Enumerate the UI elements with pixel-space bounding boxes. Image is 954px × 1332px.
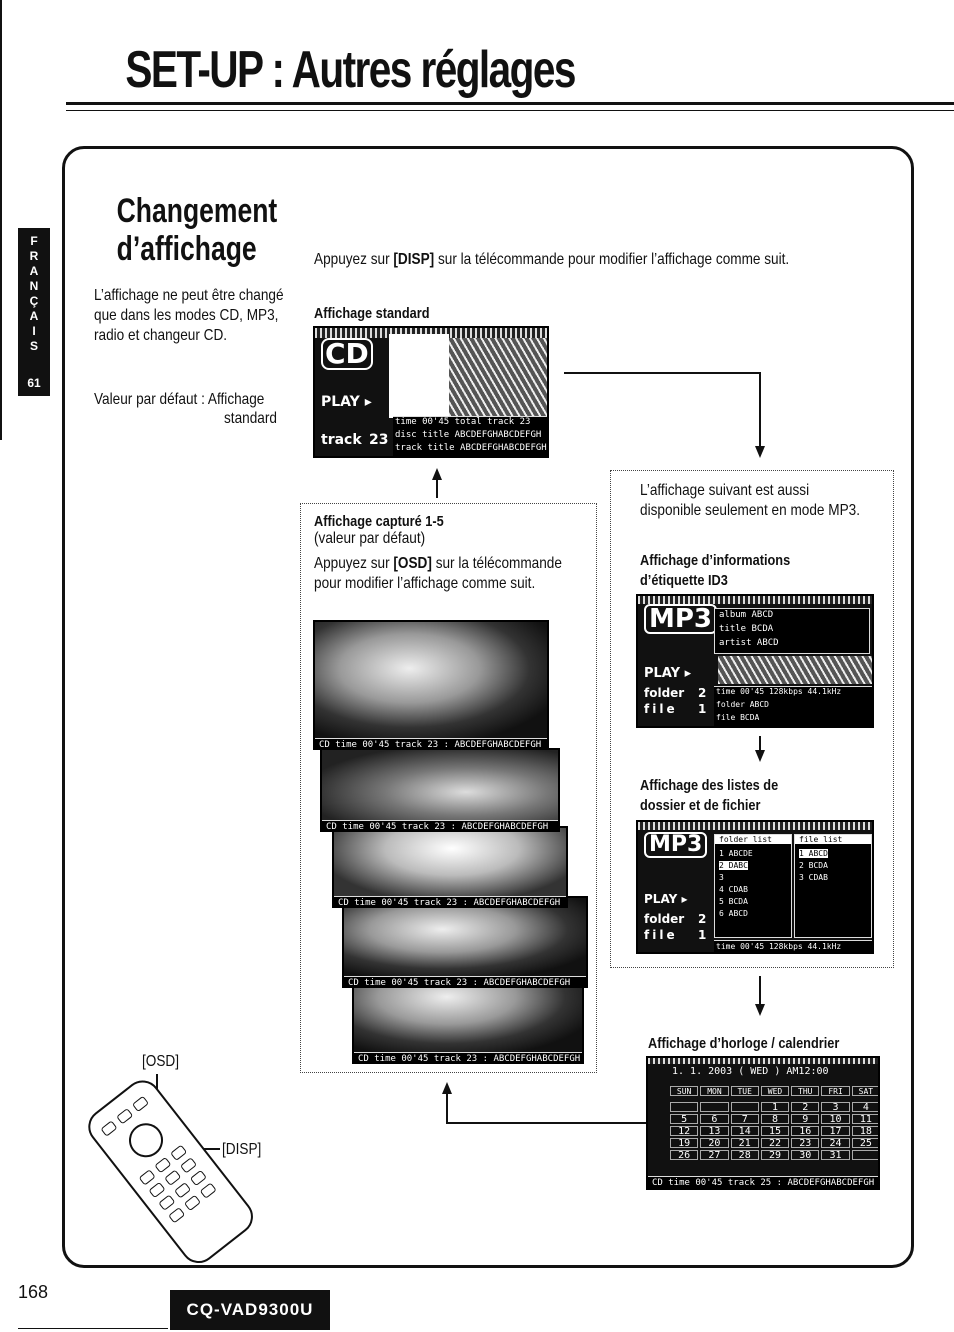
calendar-weekday-row: [670, 1086, 880, 1096]
calendar-day: 17: [821, 1126, 849, 1136]
side-tab-letter: R: [29, 249, 39, 263]
intro-suffix: sur la télécommande pour modifier l’affichage comme suit.: [434, 251, 790, 268]
list-display-screen: [636, 820, 874, 954]
calendar-day: 20: [700, 1138, 728, 1148]
arrow-down-icon: [755, 1004, 765, 1016]
album-line: album ABCD: [719, 610, 774, 620]
calendar-day: 19: [670, 1138, 698, 1148]
osd-suffix: sur la télécommande pour modifier l’affichage comme suit.: [314, 555, 562, 592]
mp3-mode-badge: MP3: [644, 832, 707, 858]
folder-label: folder: [644, 686, 685, 700]
folder-name-line: folder ABCD: [716, 700, 769, 709]
info-line-track: track title ABCDEFGHABCDEFGH: [395, 443, 547, 453]
file-label: file: [644, 928, 678, 942]
folder-list-title: folder list: [715, 835, 791, 844]
calendar-weekday: TUE: [731, 1086, 759, 1096]
calendar-day: 12: [670, 1126, 698, 1136]
calendar-day: 13: [700, 1126, 728, 1136]
section-heading-line1: Changement: [116, 192, 278, 230]
connector-line: [446, 1094, 448, 1124]
file-number: 1: [698, 702, 707, 716]
play-status: PLAY ▸: [321, 394, 372, 410]
calendar-weekday: SUN: [670, 1086, 698, 1096]
title-rule-thin: [66, 110, 954, 111]
folder-list-item[interactable]: 5 BCDA: [719, 897, 748, 906]
arrow-up-icon: [432, 468, 442, 480]
mp3-time-line: time 00'45 128kbps 44.1kHz: [716, 687, 842, 696]
id3-label-line1: Affichage d’informations: [640, 552, 791, 569]
folder-number: 2: [698, 912, 707, 926]
section-heading: [117, 192, 278, 268]
calendar-weekday: WED: [761, 1086, 789, 1096]
file-list-item[interactable]: 1 ABCD: [799, 849, 828, 858]
folder-number: 2: [698, 686, 707, 700]
osd-key: [OSD]: [393, 555, 432, 572]
standard-display-screen: [313, 326, 549, 458]
language-side-tab: [18, 228, 50, 396]
folder-list-item[interactable]: 2 DABC: [719, 861, 748, 870]
captured-bar-text: CD time 00'45 track 23 : ABCDEFGHABCDEFGH: [358, 1054, 581, 1064]
calendar-day: 8: [761, 1114, 789, 1124]
default-value: standard: [224, 410, 277, 427]
arrow-down-icon: [755, 446, 765, 458]
calendar-day: 21: [731, 1138, 759, 1148]
file-label: file: [644, 702, 678, 716]
clock-display-screen: [646, 1056, 880, 1190]
calendar-day: 28: [731, 1150, 759, 1160]
captured-bar-text: CD time 00'45 track 23 : ABCDEFGHABCDEFGH: [348, 978, 571, 988]
file-list-item[interactable]: 3 CDAB: [799, 873, 828, 882]
file-name-line: file BCDA: [716, 713, 760, 722]
title-line: title BCDA: [719, 624, 774, 634]
arrow-shaft: [759, 976, 761, 1004]
captured-display-text: [314, 554, 578, 594]
calendar-day: [852, 1150, 880, 1160]
arrow-shaft: [759, 736, 761, 750]
calendar-day: 26: [670, 1150, 698, 1160]
page-number: 168: [18, 1282, 49, 1302]
calendar-day: 14: [731, 1126, 759, 1136]
section-heading-line2: d’affichage: [116, 230, 257, 268]
calendar-day: 10: [821, 1114, 849, 1124]
page-title: SET-UP : Autres réglages: [125, 41, 575, 99]
calendar-day: 4: [852, 1102, 880, 1112]
calendar-day-grid: [670, 1102, 880, 1160]
captured-bar-text: CD time 00'45 track 23 : ABCDEFGHABCDEFGH: [319, 740, 542, 750]
calendar-weekday: THU: [791, 1086, 819, 1096]
calendar-weekday: FRI: [821, 1086, 849, 1096]
folder-list-item[interactable]: 1 ABCDE: [719, 849, 753, 858]
joystick-icon: [122, 1116, 170, 1164]
side-tab-letter: F: [30, 234, 38, 248]
calendar-day: 18: [852, 1126, 880, 1136]
clock-bar-text: CD time 00'45 track 25 : ABCDEFGHABCDEFGH: [652, 1178, 875, 1188]
file-list-title: file list: [795, 835, 871, 844]
calendar-day: 23: [791, 1138, 819, 1148]
captured-screen-4: [342, 896, 588, 988]
list-label-line2: dossier et de fichier: [640, 797, 761, 814]
disp-key: [DISP]: [393, 251, 435, 268]
calendar-day: 29: [761, 1150, 789, 1160]
calendar-day: 30: [791, 1150, 819, 1160]
side-tab-letter: N: [29, 279, 39, 293]
side-tab-letter: A: [29, 264, 39, 278]
folder-list-item[interactable]: 4 CDAB: [719, 885, 748, 894]
side-tab-number: 61: [27, 376, 41, 390]
mp3-play-status: PLAY ▸: [644, 666, 692, 681]
disp-callout: [DISP]: [222, 1141, 262, 1158]
captured-bar-text: CD time 00'45 track 23 : ABCDEFGHABCDEFGH: [326, 822, 549, 832]
arrow-shaft: [436, 478, 438, 498]
connector-line: [446, 1122, 646, 1124]
title-rule: [66, 102, 954, 105]
captured-bar-text: CD time 00'45 track 23 : ABCDEFGHABCDEFGH: [338, 898, 561, 908]
captured-display-sublabel: (valeur par défaut): [314, 530, 426, 547]
mp3-mode-badge: MP3: [644, 604, 717, 634]
artist-line: artist ABCD: [719, 638, 779, 648]
id3-label-line2: d’étiquette ID3: [640, 572, 728, 589]
calendar-day: 22: [761, 1138, 789, 1148]
calendar-day: 15: [761, 1126, 789, 1136]
mode-badge: CD: [321, 338, 373, 370]
captured-screen-1: [313, 620, 549, 750]
file-list-panel: [794, 834, 872, 938]
side-tab-letter: I: [32, 324, 36, 338]
calendar-day: 6: [700, 1114, 728, 1124]
side-tab-letter: A: [29, 309, 39, 323]
info-line-time: time 00'45 total track 23: [395, 417, 531, 427]
calendar-day: 2: [791, 1102, 819, 1112]
file-list-item[interactable]: 2 BCDA: [799, 861, 828, 870]
info-line-disc: disc title ABCDEFGHABCDEFGH: [395, 430, 542, 440]
folder-list-item[interactable]: 6 ABCD: [719, 909, 748, 918]
captured-screen-2: [320, 748, 560, 832]
footer-rule: [18, 1328, 168, 1329]
file-number: 1: [698, 928, 707, 942]
captured-screen-3: [332, 826, 568, 908]
intro-prefix: Appuyez sur: [314, 251, 394, 268]
calendar-weekday: SAT: [852, 1086, 880, 1096]
folder-list-item[interactable]: 3: [719, 873, 724, 882]
arrow-up-icon: [442, 1082, 452, 1094]
osd-callout: [OSD]: [142, 1053, 180, 1070]
side-tab-letter: Ç: [29, 294, 39, 308]
mode-restriction-text: L’affichage ne peut être changé que dans les modes CD, MP3, radio et changeur CD.: [94, 287, 284, 344]
calendar-weekday: MON: [700, 1086, 728, 1096]
calendar-day: 3: [821, 1102, 849, 1112]
intro-text: [314, 250, 833, 270]
model-badge: CQ-VAD9300U: [170, 1290, 330, 1330]
arrow-down-icon: [755, 750, 765, 762]
calendar-day: [731, 1102, 759, 1112]
mp3-play-status: PLAY ▸: [644, 892, 688, 906]
folder-list-panel: [714, 834, 792, 938]
standard-display-label: Affichage standard: [314, 305, 430, 322]
connector-line: [564, 372, 760, 374]
calendar-day: 9: [791, 1114, 819, 1124]
calendar-day: 25: [852, 1138, 880, 1148]
side-tab-letter: S: [29, 339, 38, 353]
page-edge-rule: [0, 0, 2, 440]
id3-tag-box: [714, 608, 870, 654]
track-number: 23: [369, 432, 389, 448]
mp3-time-line: time 00'45 128kbps 44.1kHz: [716, 942, 842, 951]
track-label: track: [321, 432, 362, 448]
calendar-day: 31: [821, 1150, 849, 1160]
calendar-day: 7: [731, 1114, 759, 1124]
mp3-note: L’affichage suivant est aussi disponible seulement en mode MP3.: [640, 482, 861, 519]
calendar-day: 24: [821, 1138, 849, 1148]
clock-display-label: Affichage d’horloge / calendrier: [648, 1035, 840, 1052]
calendar-day: 16: [791, 1126, 819, 1136]
clock-date-line: 1. 1. 2003 ( WED ) AM12:00: [672, 1066, 829, 1077]
calendar-day: [700, 1102, 728, 1112]
calendar-day: 1: [761, 1102, 789, 1112]
captured-display-label: Affichage capturé 1-5: [314, 513, 444, 530]
calendar-day: 27: [700, 1150, 728, 1160]
calendar-day: 5: [670, 1114, 698, 1124]
list-label-line1: Affichage des listes de: [640, 777, 779, 794]
id3-display-screen: [636, 594, 874, 728]
calendar-day: [670, 1102, 698, 1112]
connector-line: [759, 372, 761, 446]
default-value-label: Valeur par défaut : Affichage: [94, 391, 265, 408]
folder-label: folder: [644, 912, 685, 926]
calendar-day: 11: [852, 1114, 880, 1124]
osd-prefix: Appuyez sur: [314, 555, 394, 572]
